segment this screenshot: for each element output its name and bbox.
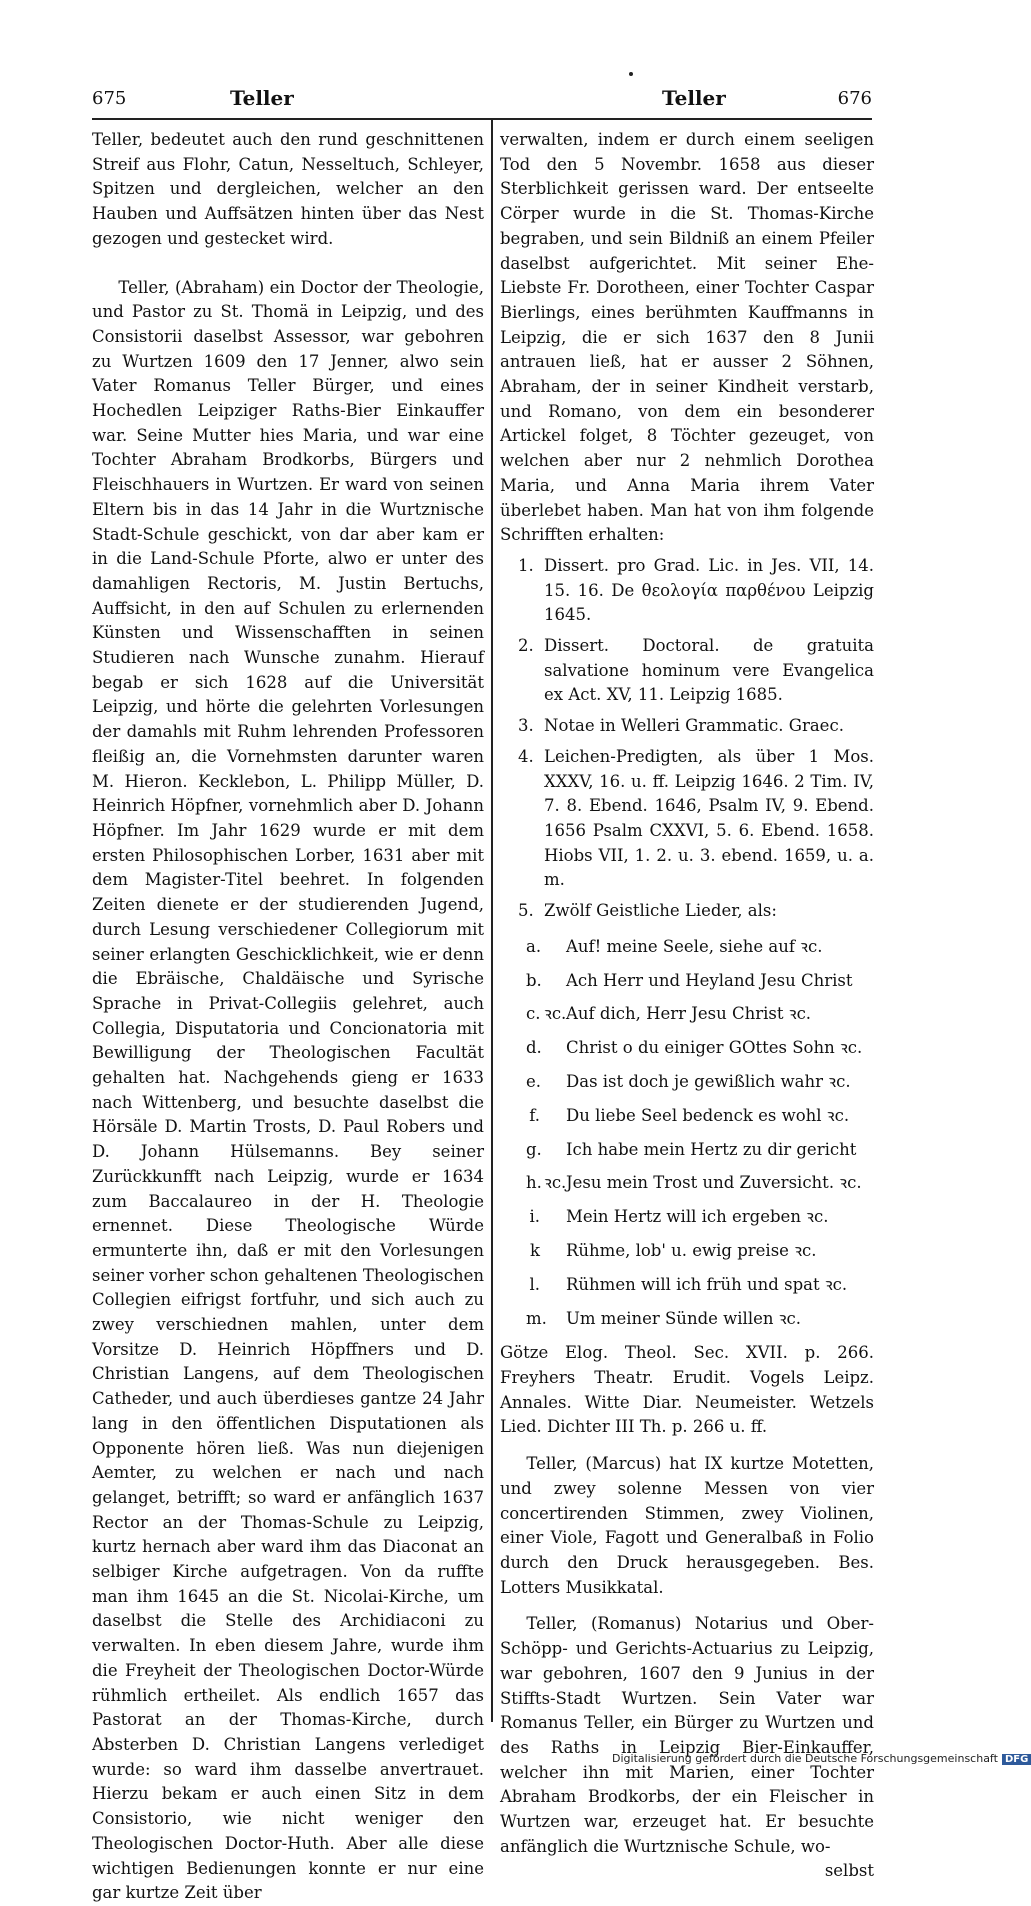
song-letter: h. — [526, 1173, 542, 1193]
song-title: Um meiner Sünde willen ꝛc. — [566, 1308, 802, 1328]
song-item — [500, 1234, 874, 1268]
page-number-left: 675 — [92, 88, 127, 109]
song-item — [500, 1268, 874, 1302]
song-title: Ach Herr und Heyland Jesu Christ ꝛc. — [544, 970, 853, 1024]
song-item — [500, 1031, 874, 1065]
song-title: Ich habe mein Hertz zu dir gericht ꝛc. — [544, 1139, 857, 1193]
song-letter: i. — [529, 1207, 540, 1227]
works-item-number: 4. — [518, 746, 534, 766]
page-number-right: 676 — [837, 88, 872, 109]
song-letter: a. — [526, 936, 542, 956]
song-letter: g. — [526, 1139, 542, 1159]
song-letter: c. — [526, 1004, 541, 1024]
page-header — [92, 86, 872, 116]
digitization-footer — [612, 1752, 1031, 1765]
works-item-number: 2. — [518, 636, 534, 656]
works-item-text: Notae in Welleri Grammatic. Graec. — [544, 716, 844, 736]
song-title: Auf dich, Herr Jesu Christ ꝛc. — [566, 1004, 812, 1024]
works-list — [500, 554, 874, 924]
works-item-number: 5. — [518, 901, 534, 921]
works-item — [500, 634, 874, 708]
song-item — [500, 997, 874, 1031]
printer-mark — [629, 72, 633, 76]
catchword: selbst — [824, 1861, 874, 1881]
footer-text: Digitalisierung gefördert durch die Deutsche Forschungsgemeinschaft — [612, 1752, 998, 1765]
entry-teller-abraham-continued: verwalten, indem er durch einem seeligen Tod den 5 Novembr. 1658 aus dieser Sterblichkeit gerissen ward. Der entseelte Cörper wurde in die St. Thomas-Kirche begraben, und sein Bildniß an einem Pfeiler daselbst aufgerichtet. Mit seiner Ehe-Liebste Fr. Dorotheen, einer Tochter Caspar Bierlings, eines berühmten Kauffmanns in Leipzig, die er sich 1637 den 8 Junii antrauen ließ, hat er ausser 2 Söhnen, Abraham, der in seiner Kindheit verstarb, und Romano, von dem ein besonderer Artickel folget, 8 Töchter gezeuget, von welchen aber nur 2 nehmlich Dorothea Maria, und Anna Maria ihrem Vater überlebet haben. Man hat von ihm folgende Schrifften erhalten: — [500, 130, 874, 545]
song-title: Auf! meine Seele, siehe auf ꝛc. — [566, 936, 823, 956]
paragraph-gap — [500, 1600, 874, 1612]
song-letter: m. — [526, 1308, 547, 1328]
song-item — [500, 1166, 874, 1200]
works-item — [500, 899, 874, 924]
entry-teller-marcus: Teller, (Marcus) hat IX kurtze Motetten, und zwey solenne Messen von vier concertirenden Stimmen, zwey Violinen, einer Viole, Fagott und Generalbaß in Folio durch den Druck herausgegeben. Bes. Lotters Musikkatal. — [500, 1454, 874, 1597]
works-item-text: Zwölf Geistliche Lieder, als: — [544, 901, 777, 921]
works-item — [500, 554, 874, 628]
entry-teller-definition: Teller, bedeutet auch den rund geschnittenen Streif aus Flohr, Catun, Nesseltuch, Schleyer, Spitzen und dergleichen, welcher an den Hauben und Auffsätzen hinten über das Nest gezogen und gestecket wird. — [92, 130, 484, 248]
song-letter: k — [530, 1240, 540, 1260]
works-item — [500, 745, 874, 893]
running-title-right: Teller — [662, 86, 726, 110]
song-letter: b. — [526, 970, 542, 990]
song-title: Mein Hertz will ich ergeben ꝛc. — [566, 1207, 829, 1227]
song-letter: f. — [529, 1105, 540, 1125]
song-item — [500, 930, 874, 964]
right-column — [500, 128, 874, 1884]
song-item — [500, 1200, 874, 1234]
column-divider — [491, 120, 493, 1722]
references: Götze Elog. Theol. Sec. XVII. p. 266. Freyhers Theatr. Erudit. Vogels Leipz. Annales. Witte Diar. Neumeister. Wetzels Lied. Dichter III Th. p. 266 u. ff. — [500, 1343, 874, 1437]
dfg-logo: DFG — [1002, 1754, 1031, 1765]
works-item-number: 3. — [518, 716, 534, 736]
song-title: Rühme, lob' u. ewig preise ꝛc. — [566, 1240, 817, 1260]
song-letter: d. — [526, 1038, 542, 1058]
running-title-left: Teller — [230, 86, 294, 110]
song-item — [500, 1065, 874, 1099]
song-letter: l. — [529, 1274, 540, 1294]
songs-list — [500, 930, 874, 1336]
song-item — [500, 1099, 874, 1133]
song-title: Christ o du einiger GOttes Sohn ꝛc. — [566, 1038, 863, 1058]
song-title: Das ist doch je gewißlich wahr ꝛc. — [566, 1071, 851, 1091]
entry-teller-abraham: Teller, (Abraham) ein Doctor der Theologie, und Pastor zu St. Thomä in Leipzig, und des Consistorii daselbst Assessor, war gebohren zu Wurtzen 1609 den 17 Jenner, alwo sein Vater Romanus Teller Bürger, und eines Hochedlen Leipziger Raths-Bier Einkauffer war. Seine Mutter hies Maria, und war eine Tochter Abraham Brodkorbs, Bürgers und Fleischhauers in Wurtzen. Er ward von seinen Eltern bis in das 14 Jahr in die Wurtznische Stadt-Schule geschickt, von dar aber kam er in die Land-Schule Pforte, alwo er unter des damahligen Rectoris, M. Justin Bertuchs, Auffsicht, in den auf Schulen zu erlernenden Künsten und Wissenschafften in seinen Studieren nach Wunsche zunahm. Hierauf begab er sich 1628 auf die Universität Leipzig, und hörte die gelehrten Vorlesungen der damahls mit Ruhm lehrenden Professoren fleißig an, die Vornehmsten darunter waren M. Hieron. Kecklebon, L. Philipp Müller, D. Heinrich Höpfner, vornehmlich aber D. Johann Höpfner. Im Jahr 1629 wurde er mit dem ersten Philosophischen Lorber, 1631 aber mit dem Magister-Titel beehret. In folgenden Zeiten dienete er der studierenden Jugend, durch Lesung verschiedener Collegiorum mit seiner erlangten Geschicklichkeit, wie er denn die Ebräische, Chaldäische und Syrische Sprache in Privat-Collegiis gelehret, auch Collegia, Disputatoria und Concionatoria mit Bewilligung der Theologischen Facultät gehalten hat. Nachgehends gieng er 1633 nach Wittenberg, und besuchte daselbst die Hörsäle D. Martin Trosts, D. Paul Robers und D. Johann Hülsemanns. Bey seiner Zurückkunfft nach Leipzig, wurde er 1634 zum Baccalaureo in der H. Theologie ernennet. Diese Theologische Würde ermunterte ihn, daß er mit den Vorlesungen seiner vorher schon gehaltenen Theologischen Collegien eifrigst fortfuhr, und sich auch zu zwey verschiednen mahlen, unter dem Vorsitze D. Heinrich Höpffners und D. Christian Langens, auf dem Theologischen Catheder, und auch überdieses gantze 24 Jahr lang in den öffentlichen Disputationen als Opponente hören ließ. Was nun diejenigen Aemter, zu welchen er nach und nach gelanget, betrifft; so ward er anfänglich 1637 Rector an der Thomas-Schule zu Leipzig, kurtz hernach aber ward ihm das Diaconat an selbiger Kirche aufgetragen. Von da ruffte man ihm 1645 an die St. Nicolai-Kirche, um daselbst die Stelle des Archidiaconi zu verwalten. In eben diesem Jahre, wurde ihm die Freyheit der Theologischen Doctor-Würde rühmlich ertheilet. Als endlich 1657 das Pastorat an der Thomas-Kirche, durch Absterben D. Christian Langens verlediget wurde: so ward ihm dasselbe anvertrauet. Hierzu bekam er auch einen Sitz in dem Consistorio, wie nicht weniger den Theologischen Doctor-Huth. Aber alle diese wichtigen Bedienungen konnte er nur eine gar kurtze Zeit über — [92, 277, 484, 1903]
works-item-text: Dissert. Doctoral. de gratuita salvatione hominum vere Evangelica ex Act. XV, 11. Leipzig 1685. — [544, 636, 874, 705]
left-column — [92, 128, 484, 1906]
works-item-text: Leichen-Predigten, als über 1 Mos. XXXV, 16. u. ff. Leipzig 1646. 2 Tim. IV, 7. 8. Ebend. 1646, Psalm IV, 9. Ebend. 1656 Psalm CXXVI, 5. 6. Ebend. 1658. Hiobs VII, 1. 2. u. 3. ebend. 1659, u. a. m. — [544, 746, 874, 890]
works-item-text: Dissert. pro Grad. Lic. in Jes. VII, 14. 15. 16. De θεολογία παρθένου Leipzig 1645. — [544, 555, 874, 625]
entry-teller-romanus: Teller, (Romanus) Notarius und Ober-Schöpp- und Gerichts-Actuarius zu Leipzig, war gebohren, 1607 den 9 Junius in der Stiffts-Stadt Wurtzen. Sein Vater war Romanus Teller, ein Bürger zu Wurtzen und des Raths in Leipzig Bier-Einkauffer, welcher ihn mit Marien, einer Tochter Abraham Brodkorbs, der ein Fleischer in Wurtzen war, erzeuget hat. Er besuchte anfänglich die Wurtznische Schule, wo- — [500, 1614, 874, 1856]
song-title: Jesu mein Trost und Zuversicht. ꝛc. — [566, 1173, 862, 1193]
header-rule — [92, 118, 872, 120]
works-item — [500, 714, 874, 739]
works-item-number: 1. — [518, 555, 534, 575]
paragraph-gap — [92, 252, 484, 276]
song-title: Rühmen will ich früh und spat ꝛc. — [566, 1274, 848, 1294]
paragraph-gap — [500, 1440, 874, 1452]
song-item — [500, 1302, 874, 1336]
song-letter: e. — [526, 1071, 542, 1091]
song-title: Du liebe Seel bedenck es wohl ꝛc. — [566, 1105, 850, 1125]
